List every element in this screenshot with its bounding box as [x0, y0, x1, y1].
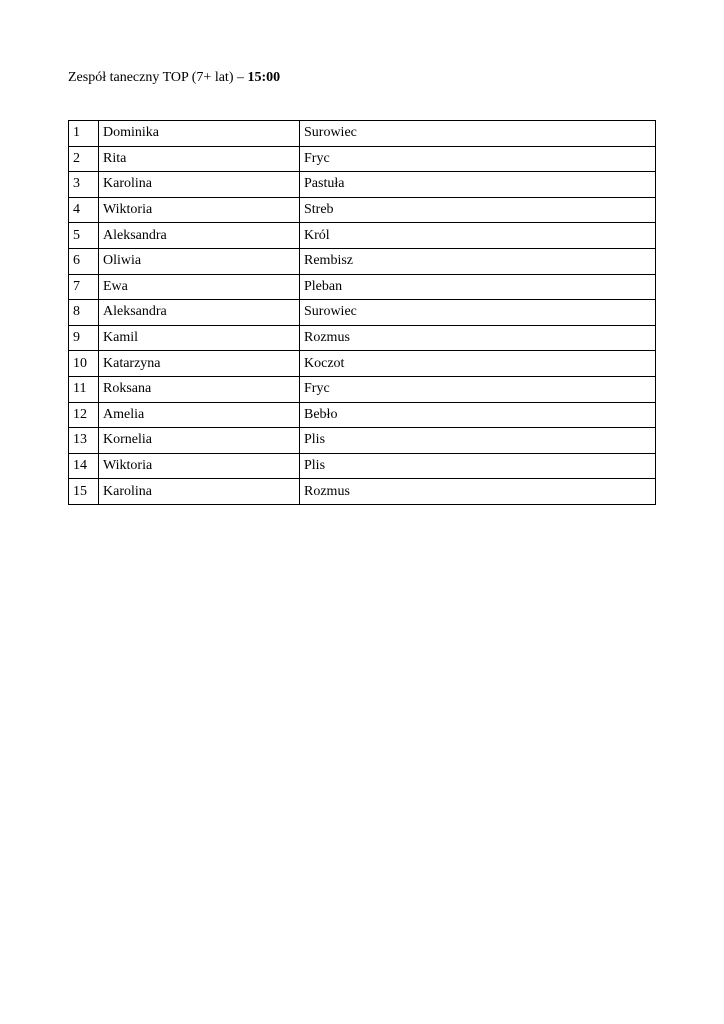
row-number: 13 [69, 428, 99, 454]
table-row [69, 197, 656, 223]
last-name: Rozmus [300, 325, 656, 351]
last-name: Koczot [300, 351, 656, 377]
table-row [69, 223, 656, 249]
table-row [69, 121, 656, 147]
first-name: Katarzyna [99, 351, 300, 377]
title-time: 15:00 [247, 70, 281, 85]
first-name: Kamil [99, 325, 300, 351]
last-name: Rembisz [300, 248, 656, 274]
last-name: Pleban [300, 274, 656, 300]
first-name: Wiktoria [99, 197, 300, 223]
row-number: 12 [69, 402, 99, 428]
row-number: 11 [69, 376, 99, 402]
last-name: Bebło [300, 402, 656, 428]
table-row [69, 351, 656, 377]
row-number: 10 [69, 351, 99, 377]
last-name: Pastuła [300, 172, 656, 198]
first-name: Ewa [99, 274, 300, 300]
table-row [69, 428, 656, 454]
row-number: 5 [69, 223, 99, 249]
first-name: Dominika [99, 121, 300, 147]
last-name: Rozmus [300, 479, 656, 505]
table-row [69, 376, 656, 402]
last-name: Plis [300, 453, 656, 479]
table-row [69, 453, 656, 479]
last-name: Surowiec [300, 300, 656, 326]
table-row [69, 274, 656, 300]
row-number: 6 [69, 248, 99, 274]
last-name: Fryc [300, 146, 656, 172]
row-number: 1 [69, 121, 99, 147]
document-title [68, 69, 280, 87]
last-name: Fryc [300, 376, 656, 402]
first-name: Amelia [99, 402, 300, 428]
table-row [69, 325, 656, 351]
first-name: Roksana [99, 376, 300, 402]
first-name: Karolina [99, 479, 300, 505]
table-row [69, 300, 656, 326]
first-name: Aleksandra [99, 223, 300, 249]
first-name: Aleksandra [99, 300, 300, 326]
first-name: Wiktoria [99, 453, 300, 479]
first-name: Karolina [99, 172, 300, 198]
first-name: Rita [99, 146, 300, 172]
title-text: Zespół taneczny TOP (7+ lat) – [68, 70, 248, 85]
row-number: 2 [69, 146, 99, 172]
row-number: 8 [69, 300, 99, 326]
table-row [69, 146, 656, 172]
table-row [69, 402, 656, 428]
last-name: Król [300, 223, 656, 249]
last-name: Surowiec [300, 121, 656, 147]
first-name: Oliwia [99, 248, 300, 274]
row-number: 14 [69, 453, 99, 479]
table-row [69, 248, 656, 274]
row-number: 3 [69, 172, 99, 198]
last-name: Plis [300, 428, 656, 454]
last-name: Streb [300, 197, 656, 223]
row-number: 15 [69, 479, 99, 505]
row-number: 7 [69, 274, 99, 300]
table-row [69, 479, 656, 505]
first-name: Kornelia [99, 428, 300, 454]
row-number: 4 [69, 197, 99, 223]
table-row [69, 172, 656, 198]
row-number: 9 [69, 325, 99, 351]
roster-table [68, 120, 656, 505]
